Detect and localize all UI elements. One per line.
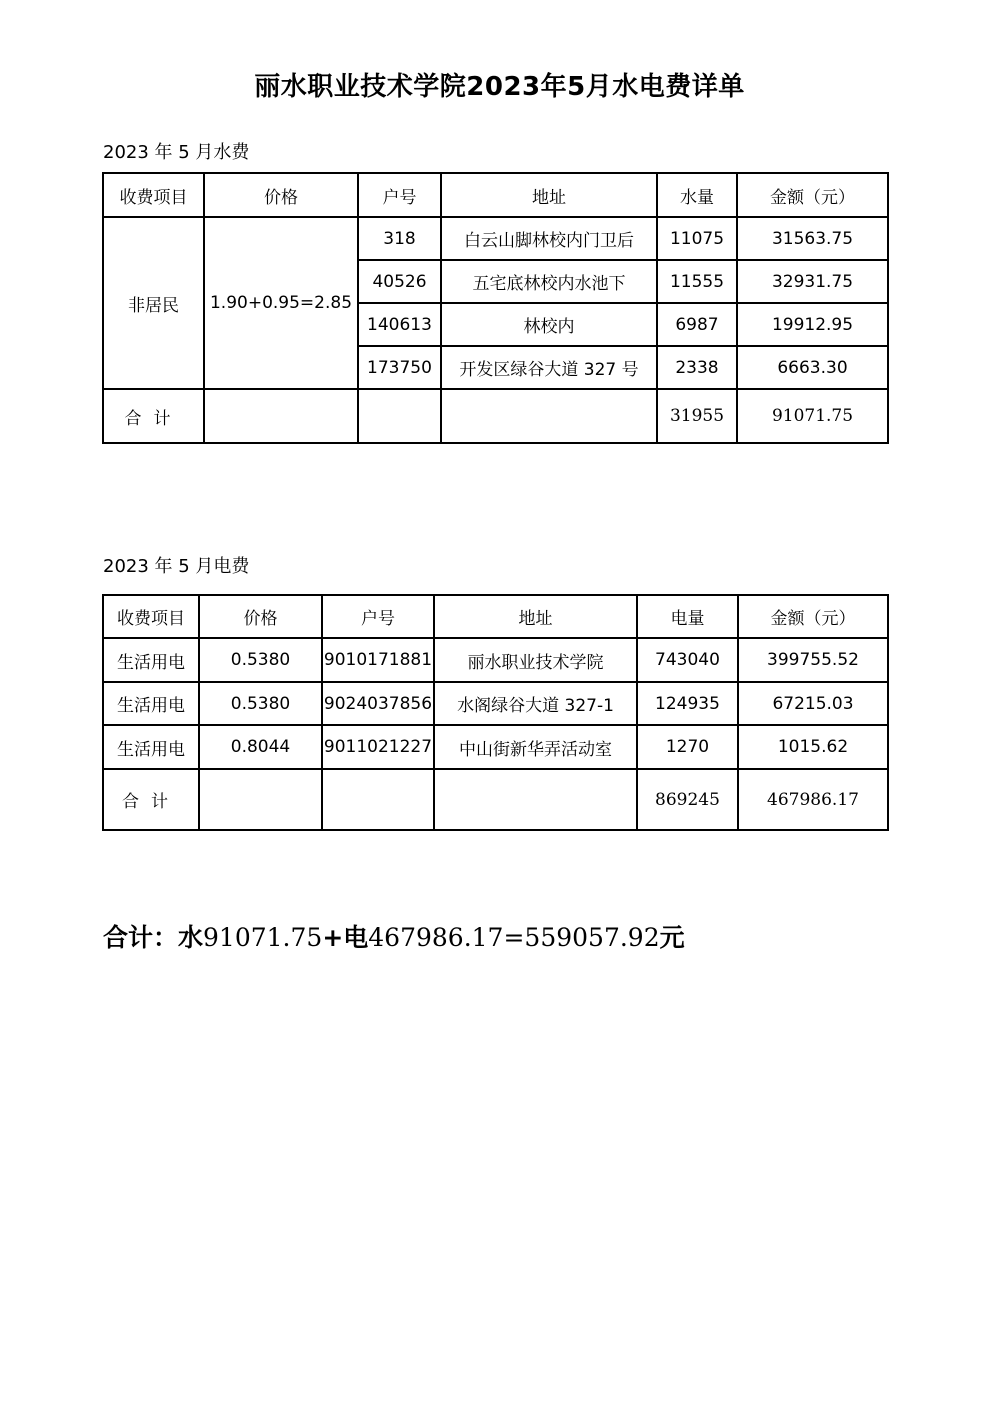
account-cell: 173750: [358, 346, 441, 389]
account-cell: 318: [358, 217, 441, 260]
grand-total-line: [103, 918, 685, 954]
empty-cell: [204, 389, 358, 443]
account-cell: 9024037856: [322, 682, 434, 725]
table-header-row: [103, 595, 888, 638]
address-cell: 开发区绿谷大道 327 号: [441, 346, 657, 389]
amount-cell: 67215.03: [738, 682, 888, 725]
table-row: [103, 638, 888, 682]
total-amount: 91071.75: [737, 389, 888, 443]
header-cell: 户号: [322, 595, 434, 638]
total-row: [103, 769, 888, 830]
empty-cell: [358, 389, 441, 443]
quantity-cell: 743040: [637, 638, 738, 682]
price-cell: 0.5380: [199, 638, 322, 682]
header-cell: 收费项目: [103, 595, 199, 638]
water-section-label: 2023 年 5 月水费: [103, 142, 250, 163]
account-cell: 9011021227: [322, 725, 434, 769]
grand-total-eq: =: [503, 923, 525, 952]
price-cell: 0.5380: [199, 682, 322, 725]
account-cell: 140613: [358, 303, 441, 346]
quantity-cell: 6987: [657, 303, 737, 346]
empty-cell: [434, 769, 637, 830]
grand-total-electric: 467986.17: [368, 923, 504, 952]
table-row: [103, 682, 888, 725]
amount-cell: 31563.75: [737, 217, 888, 260]
total-amount: 467986.17: [738, 769, 888, 830]
grand-total-water: 91071.75: [203, 923, 323, 952]
total-quantity: 31955: [657, 389, 737, 443]
address-cell: 白云山脚林校内门卫后: [441, 217, 657, 260]
amount-cell: 1015.62: [738, 725, 888, 769]
amount-cell: 6663.30: [737, 346, 888, 389]
amount-cell: 19912.95: [737, 303, 888, 346]
grand-total-sum: 559057.92: [524, 923, 660, 952]
category-cell: 生活用电: [103, 725, 199, 769]
header-cell: 地址: [441, 173, 657, 217]
account-cell: 9010171881: [322, 638, 434, 682]
category-cell: 生活用电: [103, 682, 199, 725]
page-title: 丽水职业技术学院2023年5月水电费详单: [254, 72, 745, 102]
header-cell: 价格: [204, 173, 358, 217]
header-cell: 地址: [434, 595, 637, 638]
electric-section-label: 2023 年 5 月电费: [103, 556, 250, 577]
electric-fee-table: [102, 594, 889, 831]
empty-cell: [441, 389, 657, 443]
table-row: [103, 725, 888, 769]
amount-cell: 32931.75: [737, 260, 888, 303]
address-cell: 中山街新华弄活动室: [434, 725, 637, 769]
header-cell: 金额（元）: [737, 173, 888, 217]
category-cell: 非居民: [103, 217, 204, 389]
table-row: [103, 217, 888, 260]
header-cell: 收费项目: [103, 173, 204, 217]
table-header-row: [103, 173, 888, 217]
amount-cell: 399755.52: [738, 638, 888, 682]
category-cell: 生活用电: [103, 638, 199, 682]
quantity-cell: 11075: [657, 217, 737, 260]
water-fee-table: [102, 172, 889, 444]
account-cell: 40526: [358, 260, 441, 303]
header-cell: 金额（元）: [738, 595, 888, 638]
address-cell: 水阁绿谷大道 327-1: [434, 682, 637, 725]
price-cell: 0.8044: [199, 725, 322, 769]
header-cell: 价格: [199, 595, 322, 638]
total-label: 合计: [103, 389, 204, 443]
header-cell: 户号: [358, 173, 441, 217]
grand-total-mid: +电: [322, 923, 369, 952]
empty-cell: [199, 769, 322, 830]
quantity-cell: 1270: [637, 725, 738, 769]
address-cell: 五宅底林校内水池下: [441, 260, 657, 303]
quantity-cell: 2338: [657, 346, 737, 389]
grand-total-prefix: 合计：水: [103, 923, 204, 952]
quantity-cell: 11555: [657, 260, 737, 303]
total-label: 合计: [103, 769, 199, 830]
address-cell: 丽水职业技术学院: [434, 638, 637, 682]
total-quantity: 869245: [637, 769, 738, 830]
quantity-cell: 124935: [637, 682, 738, 725]
address-cell: 林校内: [441, 303, 657, 346]
header-cell: 水量: [657, 173, 737, 217]
grand-total-unit: 元: [659, 923, 685, 952]
price-cell: 1.90+0.95=2.85: [204, 217, 358, 389]
header-cell: 电量: [637, 595, 738, 638]
empty-cell: [322, 769, 434, 830]
total-row: [103, 389, 888, 443]
